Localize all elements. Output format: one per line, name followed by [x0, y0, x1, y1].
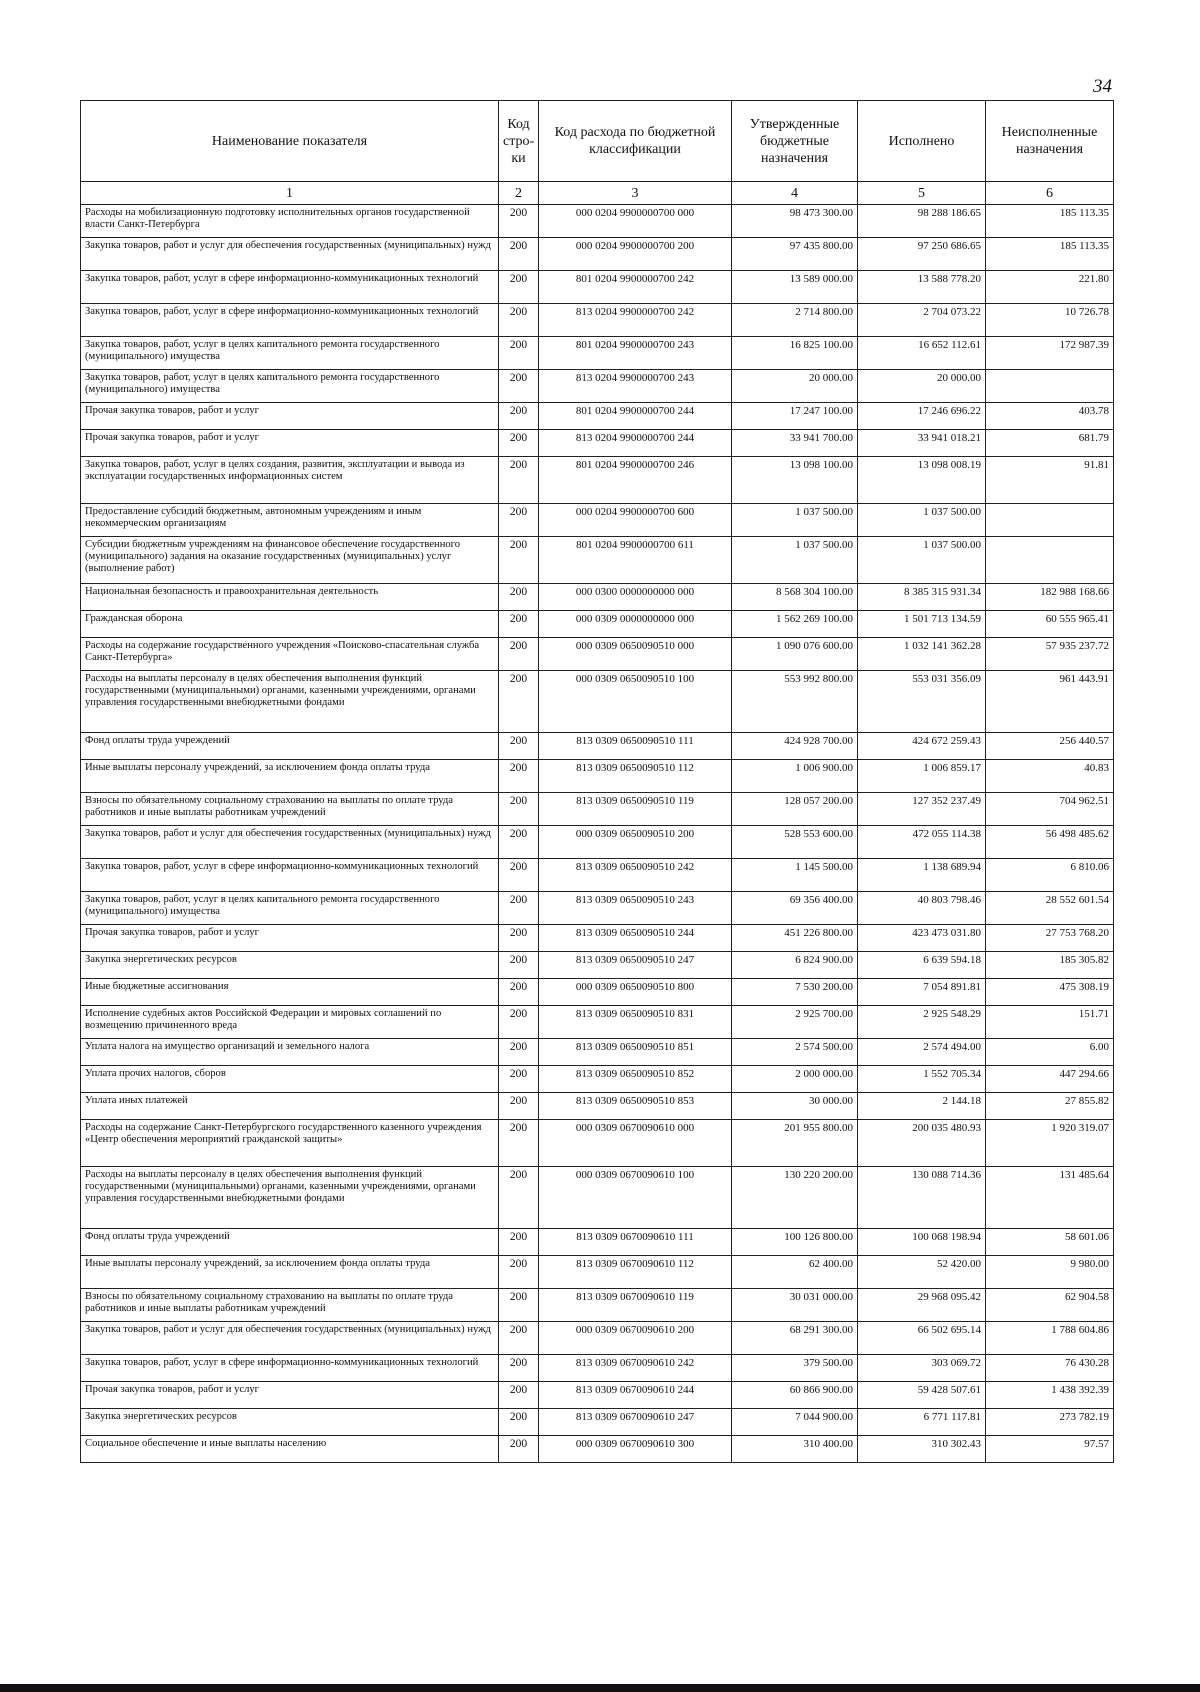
row-code: 200: [499, 205, 539, 238]
column-number: 3: [539, 182, 732, 205]
header-kbk: Код расхода по бюджетной классификации: [539, 101, 732, 182]
column-number-row: [81, 182, 1114, 205]
row-approved: 7 044 900.00: [732, 1409, 858, 1436]
row-unexecuted: 91.81: [986, 457, 1114, 504]
row-code: 200: [499, 793, 539, 826]
row-kbk: 000 0309 0650090510 800: [539, 979, 732, 1006]
row-executed: 97 250 686.65: [858, 238, 986, 271]
row-executed: 2 144.18: [858, 1093, 986, 1120]
row-executed: 2 574 494.00: [858, 1039, 986, 1066]
row-kbk: 813 0309 0650090510 247: [539, 952, 732, 979]
row-code: 200: [499, 733, 539, 760]
row-name: Прочая закупка товаров, работ и услуг: [81, 403, 499, 430]
row-unexecuted: 185 113.35: [986, 238, 1114, 271]
header-row: [81, 101, 1114, 182]
row-kbk: 813 0309 0670090610 247: [539, 1409, 732, 1436]
row-kbk: 813 0309 0670090610 119: [539, 1289, 732, 1322]
row-approved: 69 356 400.00: [732, 892, 858, 925]
table-row: [81, 537, 1114, 584]
row-name: Закупка товаров, работ, услуг в сфере информационно-коммуникационных технологий: [81, 304, 499, 337]
row-approved: 2 000 000.00: [732, 1066, 858, 1093]
row-executed: 13 098 008.19: [858, 457, 986, 504]
row-code: 200: [499, 504, 539, 537]
row-code: 200: [499, 1093, 539, 1120]
table-row: [81, 1322, 1114, 1355]
row-kbk: 813 0309 0650090510 853: [539, 1093, 732, 1120]
row-approved: 16 825 100.00: [732, 337, 858, 370]
row-unexecuted: 1 438 392.39: [986, 1382, 1114, 1409]
table-row: [81, 925, 1114, 952]
row-kbk: 000 0204 9900000700 600: [539, 504, 732, 537]
row-unexecuted: 57 935 237.72: [986, 638, 1114, 671]
table-row: [81, 403, 1114, 430]
row-name: Закупка энергетических ресурсов: [81, 1409, 499, 1436]
row-unexecuted: 62 904.58: [986, 1289, 1114, 1322]
row-unexecuted: 182 988 168.66: [986, 584, 1114, 611]
row-kbk: 813 0309 0670090610 242: [539, 1355, 732, 1382]
row-executed: 7 054 891.81: [858, 979, 986, 1006]
row-unexecuted: 76 430.28: [986, 1355, 1114, 1382]
row-name: Закупка товаров, работ и услуг для обеспечения государственных (муниципальных) нужд: [81, 826, 499, 859]
row-unexecuted: 704 962.51: [986, 793, 1114, 826]
row-executed: 20 000.00: [858, 370, 986, 403]
row-approved: 130 220 200.00: [732, 1167, 858, 1229]
row-unexecuted: 131 485.64: [986, 1167, 1114, 1229]
row-executed: 52 420.00: [858, 1256, 986, 1289]
row-name: Уплата прочих налогов, сборов: [81, 1066, 499, 1093]
table-row: [81, 1066, 1114, 1093]
row-approved: 553 992 800.00: [732, 671, 858, 733]
table-row: [81, 1382, 1114, 1409]
row-code: 200: [499, 892, 539, 925]
row-unexecuted: 256 440.57: [986, 733, 1114, 760]
row-approved: 7 530 200.00: [732, 979, 858, 1006]
row-name: Закупка товаров, работ, услуг в целях капитального ремонта государственного (муниципального) имущества: [81, 337, 499, 370]
row-kbk: 000 0309 0000000000 000: [539, 611, 732, 638]
row-name: Исполнение судебных актов Российской Федерации и мировых соглашений по возмещению причиненного вреда: [81, 1006, 499, 1039]
row-unexecuted: 27 855.82: [986, 1093, 1114, 1120]
row-approved: 1 037 500.00: [732, 504, 858, 537]
header-unexecuted: Неисполненные назначения: [986, 101, 1114, 182]
row-unexecuted: 58 601.06: [986, 1229, 1114, 1256]
row-kbk: 000 0204 9900000700 000: [539, 205, 732, 238]
row-kbk: 000 0309 0670090610 200: [539, 1322, 732, 1355]
row-code: 200: [499, 457, 539, 504]
table-row: [81, 337, 1114, 370]
row-code: 200: [499, 1322, 539, 1355]
row-executed: 17 246 696.22: [858, 403, 986, 430]
table-row: [81, 1436, 1114, 1463]
row-name: Закупка товаров, работ и услуг для обеспечения государственных (муниципальных) нужд: [81, 238, 499, 271]
row-executed: 1 006 859.17: [858, 760, 986, 793]
table-row: [81, 1006, 1114, 1039]
row-executed: 13 588 778.20: [858, 271, 986, 304]
row-approved: 451 226 800.00: [732, 925, 858, 952]
row-code: 200: [499, 1039, 539, 1066]
row-executed: 423 473 031.80: [858, 925, 986, 952]
row-kbk: 000 0309 0670090610 300: [539, 1436, 732, 1463]
row-code: 200: [499, 1167, 539, 1229]
row-code: 200: [499, 1409, 539, 1436]
column-number: 2: [499, 182, 539, 205]
table-row: [81, 1039, 1114, 1066]
row-approved: 68 291 300.00: [732, 1322, 858, 1355]
row-name: Расходы на выплаты персоналу в целях обеспечения выполнения функций государственными (муниципальными) органами, казенными учреждениями, органами управления государственными внебюджетными фондами: [81, 671, 499, 733]
row-code: 200: [499, 337, 539, 370]
row-code: 200: [499, 537, 539, 584]
row-approved: 1 090 076 600.00: [732, 638, 858, 671]
row-kbk: 801 0204 9900000700 244: [539, 403, 732, 430]
table-row: [81, 979, 1114, 1006]
row-kbk: 813 0309 0670090610 244: [539, 1382, 732, 1409]
row-name: Расходы на мобилизационную подготовку исполнительных органов государственной власти Санкт-Петербурга: [81, 205, 499, 238]
row-code: 200: [499, 403, 539, 430]
row-approved: 17 247 100.00: [732, 403, 858, 430]
row-name: Национальная безопасность и правоохранительная деятельность: [81, 584, 499, 611]
row-kbk: 813 0204 9900000700 244: [539, 430, 732, 457]
row-approved: 97 435 800.00: [732, 238, 858, 271]
table-row: [81, 238, 1114, 271]
page-number: 34: [1093, 76, 1112, 97]
row-unexecuted: 10 726.78: [986, 304, 1114, 337]
row-approved: 33 941 700.00: [732, 430, 858, 457]
row-unexecuted: 56 498 485.62: [986, 826, 1114, 859]
row-executed: 59 428 507.61: [858, 1382, 986, 1409]
row-name: Расходы на содержание государственного учреждения «Поисково-спасательная служба Санкт-Петербурга»: [81, 638, 499, 671]
row-unexecuted: 961 443.91: [986, 671, 1114, 733]
table-row: [81, 205, 1114, 238]
row-executed: 2 925 548.29: [858, 1006, 986, 1039]
row-kbk: 801 0204 9900000700 246: [539, 457, 732, 504]
row-code: 200: [499, 1229, 539, 1256]
row-executed: 424 672 259.43: [858, 733, 986, 760]
row-code: 200: [499, 430, 539, 457]
row-executed: 66 502 695.14: [858, 1322, 986, 1355]
row-kbk: 801 0204 9900000700 242: [539, 271, 732, 304]
row-name: Предоставление субсидий бюджетным, автономным учреждениям и иным некоммерческим организациям: [81, 504, 499, 537]
row-kbk: 813 0204 9900000700 243: [539, 370, 732, 403]
row-approved: 528 553 600.00: [732, 826, 858, 859]
row-approved: 20 000.00: [732, 370, 858, 403]
row-kbk: 813 0309 0650090510 831: [539, 1006, 732, 1039]
row-approved: 13 589 000.00: [732, 271, 858, 304]
row-unexecuted: 6 810.06: [986, 859, 1114, 892]
row-unexecuted: 403.78: [986, 403, 1114, 430]
row-code: 200: [499, 271, 539, 304]
row-approved: 62 400.00: [732, 1256, 858, 1289]
row-code: 200: [499, 925, 539, 952]
row-unexecuted: 172 987.39: [986, 337, 1114, 370]
table-row: [81, 370, 1114, 403]
row-executed: 33 941 018.21: [858, 430, 986, 457]
table-row: [81, 671, 1114, 733]
table-row: [81, 1409, 1114, 1436]
row-unexecuted: 40.83: [986, 760, 1114, 793]
row-name: Взносы по обязательному социальному страхованию на выплаты по оплате труда работников и иные выплаты работникам учреждений: [81, 1289, 499, 1322]
row-unexecuted: 221.80: [986, 271, 1114, 304]
row-executed: 130 088 714.36: [858, 1167, 986, 1229]
row-code: 200: [499, 370, 539, 403]
row-name: Социальное обеспечение и иные выплаты населению: [81, 1436, 499, 1463]
row-code: 200: [499, 1289, 539, 1322]
row-name: Закупка товаров, работ, услуг в целях капитального ремонта государственного (муниципального) имущества: [81, 892, 499, 925]
table-row: [81, 760, 1114, 793]
header-approved: Утвержденные бюджетные назначения: [732, 101, 858, 182]
row-unexecuted: 1 788 604.86: [986, 1322, 1114, 1355]
budget-execution-table: [80, 100, 1114, 1463]
row-name: Расходы на содержание Санкт-Петербургского государственного казенного учреждения «Центр обеспечения мероприятий гражданской защиты»: [81, 1120, 499, 1167]
row-approved: 128 057 200.00: [732, 793, 858, 826]
row-name: Закупка товаров, работ, услуг в сфере информационно-коммуникационных технологий: [81, 271, 499, 304]
row-unexecuted: 6.00: [986, 1039, 1114, 1066]
table-row: [81, 1167, 1114, 1229]
row-unexecuted: 9 980.00: [986, 1256, 1114, 1289]
row-name: Прочая закупка товаров, работ и услуг: [81, 925, 499, 952]
table-row: [81, 271, 1114, 304]
row-name: Фонд оплаты труда учреждений: [81, 1229, 499, 1256]
row-executed: 6 639 594.18: [858, 952, 986, 979]
scan-bottom-edge: [0, 1684, 1200, 1692]
column-number: 5: [858, 182, 986, 205]
row-approved: 310 400.00: [732, 1436, 858, 1463]
row-approved: 1 006 900.00: [732, 760, 858, 793]
row-name: Иные выплаты персоналу учреждений, за исключением фонда оплаты труда: [81, 760, 499, 793]
row-kbk: 813 0309 0650090510 852: [539, 1066, 732, 1093]
table-row: [81, 1355, 1114, 1382]
row-code: 200: [499, 826, 539, 859]
row-executed: 1 138 689.94: [858, 859, 986, 892]
row-approved: 424 928 700.00: [732, 733, 858, 760]
row-code: 200: [499, 760, 539, 793]
row-approved: 2 714 800.00: [732, 304, 858, 337]
table-row: [81, 1093, 1114, 1120]
row-kbk: 000 0309 0650090510 000: [539, 638, 732, 671]
column-number: 6: [986, 182, 1114, 205]
row-executed: 98 288 186.65: [858, 205, 986, 238]
row-code: 200: [499, 1066, 539, 1093]
table-body: [81, 205, 1114, 1463]
row-kbk: 813 0309 0650090510 243: [539, 892, 732, 925]
table-row: [81, 430, 1114, 457]
row-executed: 29 968 095.42: [858, 1289, 986, 1322]
row-code: 200: [499, 584, 539, 611]
row-name: Уплата иных платежей: [81, 1093, 499, 1120]
row-code: 200: [499, 611, 539, 638]
row-name: Гражданская оборона: [81, 611, 499, 638]
row-unexecuted: 475 308.19: [986, 979, 1114, 1006]
table-row: [81, 826, 1114, 859]
row-executed: 40 803 798.46: [858, 892, 986, 925]
row-executed: 200 035 480.93: [858, 1120, 986, 1167]
row-unexecuted: 273 782.19: [986, 1409, 1114, 1436]
row-unexecuted: 447 294.66: [986, 1066, 1114, 1093]
row-unexecuted: [986, 370, 1114, 403]
row-executed: 6 771 117.81: [858, 1409, 986, 1436]
table-row: [81, 859, 1114, 892]
table-row: [81, 584, 1114, 611]
header-executed: Исполнено: [858, 101, 986, 182]
row-code: 200: [499, 1120, 539, 1167]
row-name: Закупка товаров, работ, услуг в сфере информационно-коммуникационных технологий: [81, 859, 499, 892]
row-unexecuted: 27 753 768.20: [986, 925, 1114, 952]
row-name: Расходы на выплаты персоналу в целях обеспечения выполнения функций государственными (муниципальными) органами, казенными учреждениями, органами управления государственными внебюджетными фондами: [81, 1167, 499, 1229]
row-approved: 2 574 500.00: [732, 1039, 858, 1066]
row-executed: 1 037 500.00: [858, 537, 986, 584]
row-kbk: 813 0309 0670090610 111: [539, 1229, 732, 1256]
row-name: Закупка энергетических ресурсов: [81, 952, 499, 979]
row-unexecuted: 60 555 965.41: [986, 611, 1114, 638]
row-kbk: 000 0309 0650090510 100: [539, 671, 732, 733]
table-row: [81, 457, 1114, 504]
row-executed: 1 501 713 134.59: [858, 611, 986, 638]
row-approved: 1 562 269 100.00: [732, 611, 858, 638]
row-code: 200: [499, 979, 539, 1006]
row-executed: 1 037 500.00: [858, 504, 986, 537]
row-name: Прочая закупка товаров, работ и услуг: [81, 1382, 499, 1409]
row-unexecuted: [986, 504, 1114, 537]
row-approved: 1 037 500.00: [732, 537, 858, 584]
row-executed: 472 055 114.38: [858, 826, 986, 859]
row-kbk: 000 0309 0650090510 200: [539, 826, 732, 859]
table-row: [81, 733, 1114, 760]
row-executed: 2 704 073.22: [858, 304, 986, 337]
table-row: [81, 1256, 1114, 1289]
table-row: [81, 952, 1114, 979]
table-row: [81, 611, 1114, 638]
row-name: Иные бюджетные ассигнования: [81, 979, 499, 1006]
row-code: 200: [499, 1006, 539, 1039]
row-unexecuted: 185 113.35: [986, 205, 1114, 238]
row-unexecuted: 97.57: [986, 1436, 1114, 1463]
row-approved: 60 866 900.00: [732, 1382, 858, 1409]
table-row: [81, 1289, 1114, 1322]
row-kbk: 801 0204 9900000700 611: [539, 537, 732, 584]
row-approved: 201 955 800.00: [732, 1120, 858, 1167]
row-executed: 100 068 198.94: [858, 1229, 986, 1256]
row-kbk: 813 0309 0650090510 111: [539, 733, 732, 760]
row-code: 200: [499, 1355, 539, 1382]
row-approved: 98 473 300.00: [732, 205, 858, 238]
row-unexecuted: 28 552 601.54: [986, 892, 1114, 925]
row-kbk: 813 0204 9900000700 242: [539, 304, 732, 337]
row-code: 200: [499, 238, 539, 271]
row-kbk: 813 0309 0650090510 119: [539, 793, 732, 826]
table-row: [81, 1120, 1114, 1167]
row-executed: 310 302.43: [858, 1436, 986, 1463]
row-code: 200: [499, 1256, 539, 1289]
row-unexecuted: 681.79: [986, 430, 1114, 457]
row-approved: 6 824 900.00: [732, 952, 858, 979]
row-unexecuted: [986, 537, 1114, 584]
row-approved: 100 126 800.00: [732, 1229, 858, 1256]
row-kbk: 801 0204 9900000700 243: [539, 337, 732, 370]
row-kbk: 000 0204 9900000700 200: [539, 238, 732, 271]
row-name: Закупка товаров, работ, услуг в целях создания, развития, эксплуатации и вывода из эксплуатации государственных информационных систем: [81, 457, 499, 504]
row-executed: 303 069.72: [858, 1355, 986, 1382]
row-code: 200: [499, 1436, 539, 1463]
table-row: [81, 1229, 1114, 1256]
table-row: [81, 638, 1114, 671]
row-name: Иные выплаты персоналу учреждений, за исключением фонда оплаты труда: [81, 1256, 499, 1289]
row-kbk: 813 0309 0650090510 242: [539, 859, 732, 892]
row-executed: 1 552 705.34: [858, 1066, 986, 1093]
row-name: Взносы по обязательному социальному страхованию на выплаты по оплате труда работников и иные выплаты работникам учреждений: [81, 793, 499, 826]
row-name: Прочая закупка товаров, работ и услуг: [81, 430, 499, 457]
row-kbk: 000 0309 0670090610 000: [539, 1120, 732, 1167]
header-code: Код стро-ки: [499, 101, 539, 182]
row-code: 200: [499, 671, 539, 733]
row-kbk: 813 0309 0650090510 244: [539, 925, 732, 952]
row-code: 200: [499, 952, 539, 979]
row-approved: 379 500.00: [732, 1355, 858, 1382]
row-unexecuted: 151.71: [986, 1006, 1114, 1039]
row-kbk: 000 0309 0670090610 100: [539, 1167, 732, 1229]
row-name: Закупка товаров, работ и услуг для обеспечения государственных (муниципальных) нужд: [81, 1322, 499, 1355]
table-row: [81, 892, 1114, 925]
row-name: Уплата налога на имущество организаций и земельного налога: [81, 1039, 499, 1066]
row-executed: 127 352 237.49: [858, 793, 986, 826]
row-approved: 1 145 500.00: [732, 859, 858, 892]
row-approved: 30 031 000.00: [732, 1289, 858, 1322]
row-unexecuted: 185 305.82: [986, 952, 1114, 979]
table-row: [81, 304, 1114, 337]
row-executed: 16 652 112.61: [858, 337, 986, 370]
header-name: Наименование показателя: [81, 101, 499, 182]
row-unexecuted: 1 920 319.07: [986, 1120, 1114, 1167]
row-approved: 13 098 100.00: [732, 457, 858, 504]
row-code: 200: [499, 638, 539, 671]
row-kbk: 813 0309 0650090510 851: [539, 1039, 732, 1066]
row-code: 200: [499, 304, 539, 337]
column-number: 1: [81, 182, 499, 205]
row-name: Субсидии бюджетным учреждениям на финансовое обеспечение государственного (муниципального) задания на оказание государственных (муниципальных) услуг (выполнение работ): [81, 537, 499, 584]
row-executed: 8 385 315 931.34: [858, 584, 986, 611]
row-code: 200: [499, 859, 539, 892]
row-executed: 553 031 356.09: [858, 671, 986, 733]
row-executed: 1 032 141 362.28: [858, 638, 986, 671]
table-row: [81, 504, 1114, 537]
row-code: 200: [499, 1382, 539, 1409]
row-name: Фонд оплаты труда учреждений: [81, 733, 499, 760]
row-kbk: 813 0309 0650090510 112: [539, 760, 732, 793]
row-name: Закупка товаров, работ, услуг в сфере информационно-коммуникационных технологий: [81, 1355, 499, 1382]
row-name: Закупка товаров, работ, услуг в целях капитального ремонта государственного (муниципального) имущества: [81, 370, 499, 403]
row-kbk: 813 0309 0670090610 112: [539, 1256, 732, 1289]
column-number: 4: [732, 182, 858, 205]
row-approved: 2 925 700.00: [732, 1006, 858, 1039]
row-approved: 8 568 304 100.00: [732, 584, 858, 611]
table-row: [81, 793, 1114, 826]
row-approved: 30 000.00: [732, 1093, 858, 1120]
row-kbk: 000 0300 0000000000 000: [539, 584, 732, 611]
